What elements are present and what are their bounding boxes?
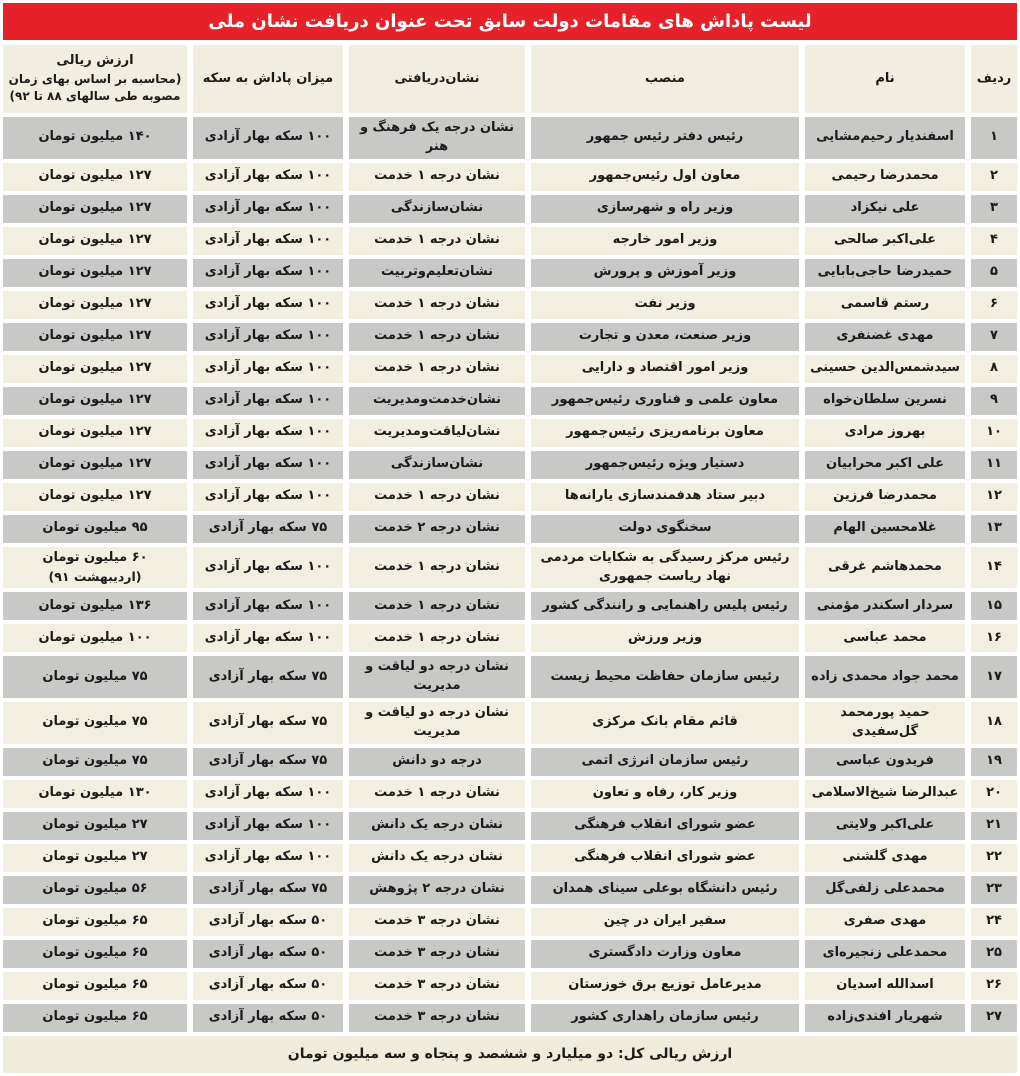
cell-rial-value-amount: ۱۲۷ میلیون تومان [38,456,152,472]
header-medal: نشان‌دریافتی [349,45,525,113]
cell-row-number: ۶ [971,291,1017,319]
cell-rial-value [3,355,187,383]
cell-position: وزیر کار، رفاه و تعاون [531,780,799,808]
cell-row-number: ۲۶ [971,972,1017,1000]
cell-medal: نشان درجه ۱ خدمت [349,227,525,255]
cell-rial-value-amount: ۱۲۷ میلیون تومان [38,200,152,216]
cell-coins: ۵۰ سکه بهار آزادی [193,940,343,968]
cell-row-number: ۱۹ [971,748,1017,776]
cell-name: بهروز مرادی [805,419,965,447]
cell-rial-value-amount: ۵۶ میلیون تومان [42,881,148,897]
cell-rial-value [3,547,187,589]
cell-row-number: ۱۳ [971,515,1017,543]
cell-coins: ۱۰۰ سکه بهار آزادی [193,387,343,415]
cell-medal: نشان درجه ۱ خدمت [349,323,525,351]
cell-name: مهدی صفری [805,908,965,936]
cell-medal: نشان درجه دو لیاقت و مدیریت [349,702,525,744]
cell-rial-value-amount: ۱۲۷ میلیون تومان [38,296,152,312]
cell-coins: ۱۰۰ سکه بهار آزادی [193,291,343,319]
cell-coins: ۱۰۰ سکه بهار آزادی [193,844,343,872]
cell-coins: ۵۰ سکه بهار آزادی [193,1004,343,1032]
cell-rial-value [3,624,187,652]
cell-name: علی اکبر محرابیان [805,451,965,479]
cell-position: رئیس دانشگاه بوعلی سینای همدان [531,876,799,904]
cell-medal: نشان درجه ۱ خدمت [349,355,525,383]
cell-coins: ۷۵ سکه بهار آزادی [193,515,343,543]
cell-rial-value [3,387,187,415]
cell-name: اسدالله اسدیان [805,972,965,1000]
cell-rial-value [3,940,187,968]
cell-rial-value [3,1004,187,1032]
cell-name: حمید پورمحمد گل‌سفیدی [805,702,965,744]
cell-medal: نشان درجه ۳ خدمت [349,908,525,936]
cell-rial-value-amount: ۱۲۷ میلیون تومان [38,264,152,280]
cell-rial-value-amount: ۶۵ میلیون تومان [42,1009,148,1025]
cell-rial-value-amount: ۲۷ میلیون تومان [42,817,148,833]
cell-coins: ۱۰۰ سکه بهار آزادی [193,323,343,351]
header-coins: میزان پاداش به سکه [193,45,343,113]
cell-rial-value [3,483,187,511]
cell-name: محمد جواد محمدی زاده [805,656,965,698]
cell-row-number: ۱ [971,117,1017,159]
cell-rial-value [3,227,187,255]
cell-coins: ۱۰۰ سکه بهار آزادی [193,624,343,652]
cell-medal: نشان درجه دو لیاقت و مدیریت [349,656,525,698]
cell-medal: نشان درجه ۲ پژوهش [349,876,525,904]
cell-rial-value-amount: ۶۰ میلیون تومان [42,550,148,566]
cell-name: حمیدرضا حاجی‌بابایی [805,259,965,287]
cell-rial-value [3,656,187,698]
cell-position: وزیر صنعت، معدن و تجارت [531,323,799,351]
cell-rial-value-amount: ۱۳۶ میلیون تومان [38,597,152,613]
cell-name: مهدی گلشنی [805,844,965,872]
cell-rial-value [3,908,187,936]
cell-row-number: ۲۵ [971,940,1017,968]
cell-position: معاون علمی و فناوری رئیس‌جمهور [531,387,799,415]
cell-name: اسفندیار رحیم‌مشایی [805,117,965,159]
cell-row-number: ۱۷ [971,656,1017,698]
cell-row-number: ۱۶ [971,624,1017,652]
cell-row-number: ۲۳ [971,876,1017,904]
cell-coins: ۷۵ سکه بهار آزادی [193,702,343,744]
cell-position: وزیر نفت [531,291,799,319]
cell-rial-value-amount: ۱۴۰ میلیون تومان [38,129,152,145]
title-banner [3,3,1017,40]
cell-rial-value [3,291,187,319]
cell-coins: ۱۰۰ سکه بهار آزادی [193,163,343,191]
cell-position: عضو شورای انقلاب فرهنگی [531,812,799,840]
cell-row-number: ۵ [971,259,1017,287]
cell-row-number: ۱۸ [971,702,1017,744]
cell-name: سیدشمس‌الدین حسینی [805,355,965,383]
cell-row-number: ۸ [971,355,1017,383]
cell-rial-value-amount: ۱۲۷ میلیون تومان [38,328,152,344]
cell-coins: ۱۰۰ سکه بهار آزادی [193,592,343,620]
cell-position: وزیر راه و شهرسازی [531,195,799,223]
cell-name: نسرین سلطان‌خواه [805,387,965,415]
cell-coins: ۱۰۰ سکه بهار آزادی [193,547,343,589]
cell-coins: ۱۰۰ سکه بهار آزادی [193,419,343,447]
cell-rial-value-amount: ۶۵ میلیون تومان [42,977,148,993]
cell-medal: نشان‌سازندگی [349,451,525,479]
cell-row-number: ۲۲ [971,844,1017,872]
cell-rial-value [3,515,187,543]
cell-medal: نشان درجه ۱ خدمت [349,163,525,191]
cell-position: وزیر ورزش [531,624,799,652]
cell-name: محمدهاشم غرقی [805,547,965,589]
cell-coins: ۱۰۰ سکه بهار آزادی [193,483,343,511]
cell-medal: نشان درجه ۱ خدمت [349,291,525,319]
cell-coins: ۱۰۰ سکه بهار آزادی [193,227,343,255]
cell-medal: نشان درجه ۱ خدمت [349,624,525,652]
cell-medal: نشان درجه ۱ خدمت [349,483,525,511]
cell-row-number: ۳ [971,195,1017,223]
rewards-table [3,45,1017,1032]
cell-position: معاون برنامه‌ریزی رئیس‌جمهور [531,419,799,447]
cell-position: دستیار ویژه رئیس‌جمهور [531,451,799,479]
cell-coins: ۱۰۰ سکه بهار آزادی [193,195,343,223]
cell-position: سفیر ایران در چین [531,908,799,936]
cell-rial-value-amount: ۱۳۰ میلیون تومان [38,785,152,801]
cell-position: مدیرعامل توزیع برق خوزستان [531,972,799,1000]
cell-position: سخنگوی دولت [531,515,799,543]
cell-medal: نشان درجه ۳ خدمت [349,1004,525,1032]
cell-rial-value [3,780,187,808]
cell-name: شهریار افندی‌زاده [805,1004,965,1032]
cell-name: محمدرضا فرزین [805,483,965,511]
cell-medal: نشان‌لیاقت‌ومدیریت [349,419,525,447]
header-name: نام [805,45,965,113]
cell-rial-value [3,259,187,287]
cell-position: رئیس دفتر رئیس جمهور [531,117,799,159]
cell-rial-value-amount: ۱۰۰ میلیون تومان [38,629,152,645]
cell-coins: ۷۵ سکه بهار آزادی [193,656,343,698]
cell-rial-value [3,812,187,840]
cell-rial-value [3,876,187,904]
cell-rial-value [3,702,187,744]
cell-row-number: ۲۱ [971,812,1017,840]
cell-position: وزیر امور اقتصاد و دارایی [531,355,799,383]
cell-name: علی‌اکبر ولایتی [805,812,965,840]
cell-name: محمدعلی زلفی‌گل [805,876,965,904]
cell-medal: نشان درجه یک دانش [349,812,525,840]
cell-medal: درجه دو دانش [349,748,525,776]
cell-rial-value [3,195,187,223]
cell-medal: نشان درجه یک فرهنگ و هنر [349,117,525,159]
cell-rial-value-amount: ۷۵ میلیون تومان [42,714,148,730]
cell-medal: نشان درجه یک دانش [349,844,525,872]
cell-position: وزیر امور خارجه [531,227,799,255]
cell-rial-value [3,592,187,620]
cell-medal: نشان‌سازندگی [349,195,525,223]
cell-row-number: ۴ [971,227,1017,255]
cell-coins: ۱۰۰ سکه بهار آزادی [193,812,343,840]
cell-name: عبدالرضا شیخ‌الاسلامی [805,780,965,808]
cell-coins: ۵۰ سکه بهار آزادی [193,972,343,1000]
cell-row-number: ۷ [971,323,1017,351]
cell-row-number: ۱۰ [971,419,1017,447]
header-row-number: ردیف [971,45,1017,113]
cell-rial-value [3,117,187,159]
cell-position: رئیس مرکز رسیدگی به شکایات مردمی نهاد ریاست جمهوری [531,547,799,589]
cell-row-number: ۱۲ [971,483,1017,511]
cell-rial-value-amount: ۷۵ میلیون تومان [42,668,148,684]
cell-coins: ۷۵ سکه بهار آزادی [193,748,343,776]
cell-position: رئیس سازمان راهداری کشور [531,1004,799,1032]
cell-row-number: ۱۵ [971,592,1017,620]
cell-row-number: ۱۱ [971,451,1017,479]
cell-position: معاون اول رئیس‌جمهور [531,163,799,191]
cell-position: قائم مقام بانک مرکزی [531,702,799,744]
cell-position: دبیر ستاد هدفمندسازی یارانه‌ها [531,483,799,511]
header-rial-value [3,45,187,113]
page-title: لیست پاداش های مقامات دولت سابق تحت عنوان دریافت نشان ملی [208,11,812,32]
table-footer-total: ارزش ریالی کل: دو میلیارد و ششصد و پنجاه و سه میلیون تومان [3,1036,1017,1073]
cell-rial-value-amount: ۱۲۷ میلیون تومان [38,360,152,376]
cell-name: علی نیکزاد [805,195,965,223]
cell-rial-value-amount: ۲۷ میلیون تومان [42,849,148,865]
cell-position: معاون وزارت دادگستری [531,940,799,968]
cell-name: غلامحسین الهام [805,515,965,543]
cell-coins: ۱۰۰ سکه بهار آزادی [193,451,343,479]
cell-name: سردار اسکندر مؤمنی [805,592,965,620]
cell-rial-value-amount: ۱۲۷ میلیون تومان [38,392,152,408]
cell-name: محمدرضا رحیمی [805,163,965,191]
cell-medal: نشان درجه ۱ خدمت [349,592,525,620]
cell-name: علی‌اکبر صالحی [805,227,965,255]
cell-name: فریدون عباسی [805,748,965,776]
cell-row-number: ۲۰ [971,780,1017,808]
cell-rial-value-amount: ۹۵ میلیون تومان [42,520,148,536]
cell-rial-value-amount: ۱۲۷ میلیون تومان [38,232,152,248]
header-rial-value-title: ارزش ریالی [56,53,134,69]
cell-coins: ۱۰۰ سکه بهار آزادی [193,780,343,808]
cell-medal: نشان‌خدمت‌ومدیریت [349,387,525,415]
cell-medal: نشان درجه ۱ خدمت [349,780,525,808]
cell-rial-value [3,748,187,776]
cell-medal: نشان درجه ۱ خدمت [349,547,525,589]
cell-rial-value-amount: ۷۵ میلیون تومان [42,753,148,769]
cell-coins: ۷۵ سکه بهار آزادی [193,876,343,904]
cell-rial-value-amount: ۱۲۷ میلیون تومان [38,168,152,184]
cell-row-number: ۲۷ [971,1004,1017,1032]
cell-medal: نشان درجه ۳ خدمت [349,972,525,1000]
header-position: منصب [531,45,799,113]
header-rial-value-note: (محاسبه بر اساس بهای زمان مصوبه طی سالهای ۸۸ تا ۹۲) [8,72,182,104]
cell-name: رستم قاسمی [805,291,965,319]
cell-row-number: ۱۴ [971,547,1017,589]
cell-coins: ۱۰۰ سکه بهار آزادی [193,117,343,159]
cell-position: عضو شورای انقلاب فرهنگی [531,844,799,872]
cell-rial-value-note: (اردیبهشت ۹۱) [48,568,142,584]
cell-position: رئیس پلیس راهنمایی و رانندگی کشور [531,592,799,620]
cell-name: مهدی غضنفری [805,323,965,351]
cell-rial-value [3,451,187,479]
cell-rial-value-amount: ۶۵ میلیون تومان [42,913,148,929]
cell-rial-value [3,844,187,872]
cell-rial-value [3,972,187,1000]
cell-position: رئیس سازمان انرژی اتمی [531,748,799,776]
cell-medal: نشان درجه ۲ خدمت [349,515,525,543]
cell-name: محمد عباسی [805,624,965,652]
cell-rial-value-amount: ۶۵ میلیون تومان [42,945,148,961]
cell-position: رئیس سازمان حفاظت محیط زیست [531,656,799,698]
cell-medal: نشان‌تعلیم‌وتربیت [349,259,525,287]
cell-rial-value-amount: ۱۲۷ میلیون تومان [38,424,152,440]
cell-rial-value [3,163,187,191]
cell-coins: ۱۰۰ سکه بهار آزادی [193,259,343,287]
cell-coins: ۵۰ سکه بهار آزادی [193,908,343,936]
cell-medal: نشان درجه ۳ خدمت [349,940,525,968]
cell-row-number: ۲ [971,163,1017,191]
cell-rial-value [3,323,187,351]
cell-coins: ۱۰۰ سکه بهار آزادی [193,355,343,383]
cell-rial-value [3,419,187,447]
cell-rial-value-amount: ۱۲۷ میلیون تومان [38,488,152,504]
cell-position: وزیر آموزش و پرورش [531,259,799,287]
cell-name: محمدعلی زنجیره‌ای [805,940,965,968]
cell-row-number: ۲۴ [971,908,1017,936]
cell-row-number: ۹ [971,387,1017,415]
